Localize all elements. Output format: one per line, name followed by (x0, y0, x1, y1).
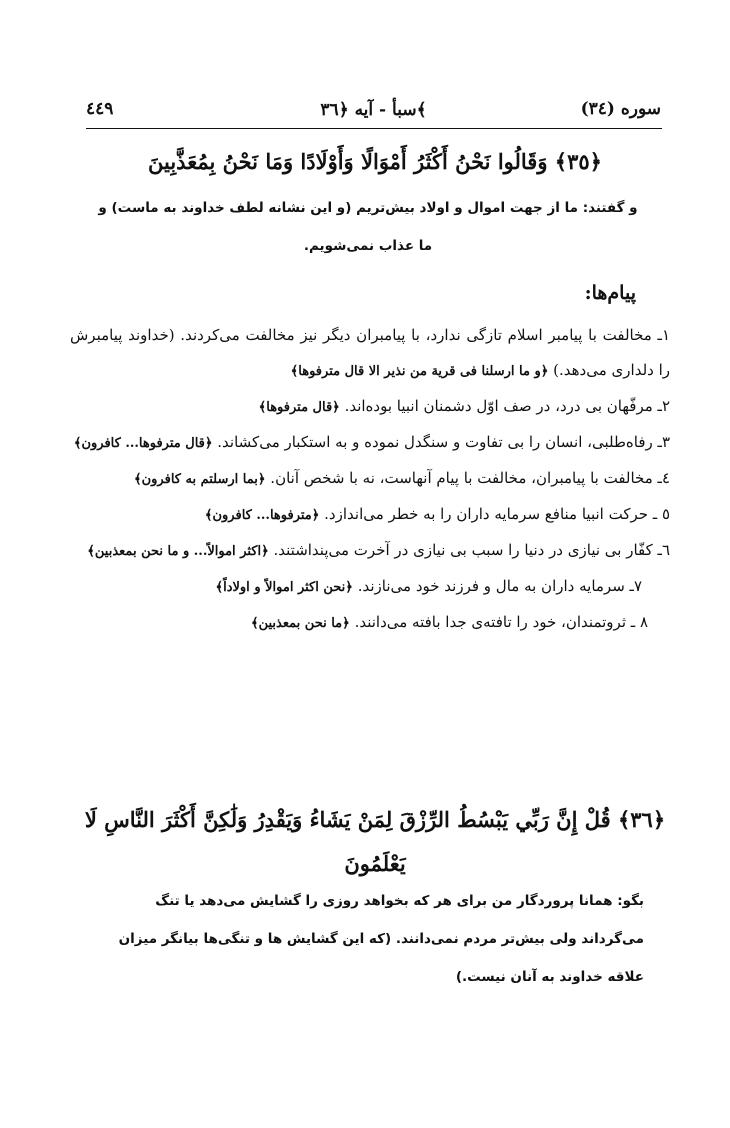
message-item-2 (70, 389, 670, 425)
message-text: ٢ـ مرفّهان بی درد، در صف اوّل دشمنان انبيا بوده‌اند. (344, 397, 670, 415)
message-item-5 (70, 497, 670, 533)
message-reference: ﴿قال مترفوها﴾ (258, 400, 340, 415)
message-text: ١ـ مخالفت با پيامبر اسلام تازگی ندارد، با پيامبران ديگر نيز مخالفت می‌كردند. (خداوند پيامبرش را دلداری می‌دهد.) (70, 326, 670, 379)
page-header (86, 95, 661, 127)
header-divider (86, 128, 662, 129)
message-text: ٥ ـ حركت انبيا منافع سرمايه داران را به خطر می‌اندازد. (324, 505, 670, 523)
message-reference: ﴿قال مترفوها... كافرون﴾ (73, 436, 213, 451)
message-reference: ﴿بما ارسلتم به كافرون﴾ (133, 472, 266, 487)
message-item-7 (70, 569, 670, 605)
surah-label: سوره (٣٤) (580, 99, 661, 119)
messages-title: پيام‌ها: (584, 282, 636, 304)
message-text: ٧ـ سرمايه داران به مال و فرزند خود می‌نازند. (357, 577, 642, 595)
message-reference: ﴿ما نحن بمعذبين﴾ (250, 616, 350, 631)
message-item-4 (70, 461, 670, 497)
verse-36-arabic: ﴿٣٦﴾ قُلْ إِنَّ رَبِّي يَبْسُطُ الرِّزْقَ لِمَنْ يَشَاءُ وَيَقْدِرُ وَلَٰكِنَّ أَكْثَرَ النَّاسِ لَا يَعْلَمُونَ (84, 807, 666, 876)
verse-35-arabic: ﴿٣٥﴾ وَقَالُوا نَحْنُ أَكْثَرُ أَمْوَالًا وَأَوْلَادًا وَمَا نَحْنُ بِمُعَذَّبِينَ (148, 149, 602, 174)
message-item-8 (70, 605, 670, 641)
verse-35-translation: و گفتند: ما از جهت اموال و اولاد بيش‌تريم (و اين نشانه لطف خداوند به ماست) و ما عذاب نمی‌شويم. (98, 200, 638, 254)
message-text: ٣ـ رفاه‌طلبی، انسان را بی تفاوت و سنگدل نموده و به استكبار می‌كشاند. (217, 433, 670, 451)
message-item-3 (70, 425, 670, 461)
message-reference: ﴿اكثر اموالاً... و ما نحن بمعذبين﴾ (87, 544, 269, 559)
message-reference: ﴿نحن اكثر اموالاً و اولاداً﴾ (215, 580, 353, 595)
message-text: ٤ـ مخالفت با پيامبران، مخالفت با پيام آنهاست، نه با شخص آنان. (270, 469, 670, 487)
message-text: ٨ ـ ثروتمندان، خود را تافته‌ی جدا بافته می‌دانند. (354, 613, 648, 631)
message-item-6 (70, 533, 670, 569)
message-reference: ﴿مترفوها... كافرون﴾ (204, 508, 320, 523)
message-item-1 (70, 318, 670, 389)
verse-36-translation: بگو: همانا پروردگار من برای هر كه بخواهد روزی را گشايش می‌دهد يا تنگ می‌گرداند ولی بيش‌تر مردم نمی‌دانند. (كه اين گشايش ها و تنگی‌ها بيانگر ميزان علاقه خداوند به آنان نيست.) (118, 893, 644, 985)
page-number: ٤٤٩ (86, 99, 114, 119)
message-text: ٦ـ كفّار بی نيازی در دنيا را سبب بی نيازی در آخرت می‌پنداشتند. (273, 541, 670, 559)
message-reference: ﴿و ما ارسلنا فى قرية من نذير الا قال مترفوها﴾ (290, 364, 549, 379)
ayah-label: سبأ - آيه ﴿٣٦﴾ (320, 100, 427, 120)
messages-list (70, 318, 670, 641)
